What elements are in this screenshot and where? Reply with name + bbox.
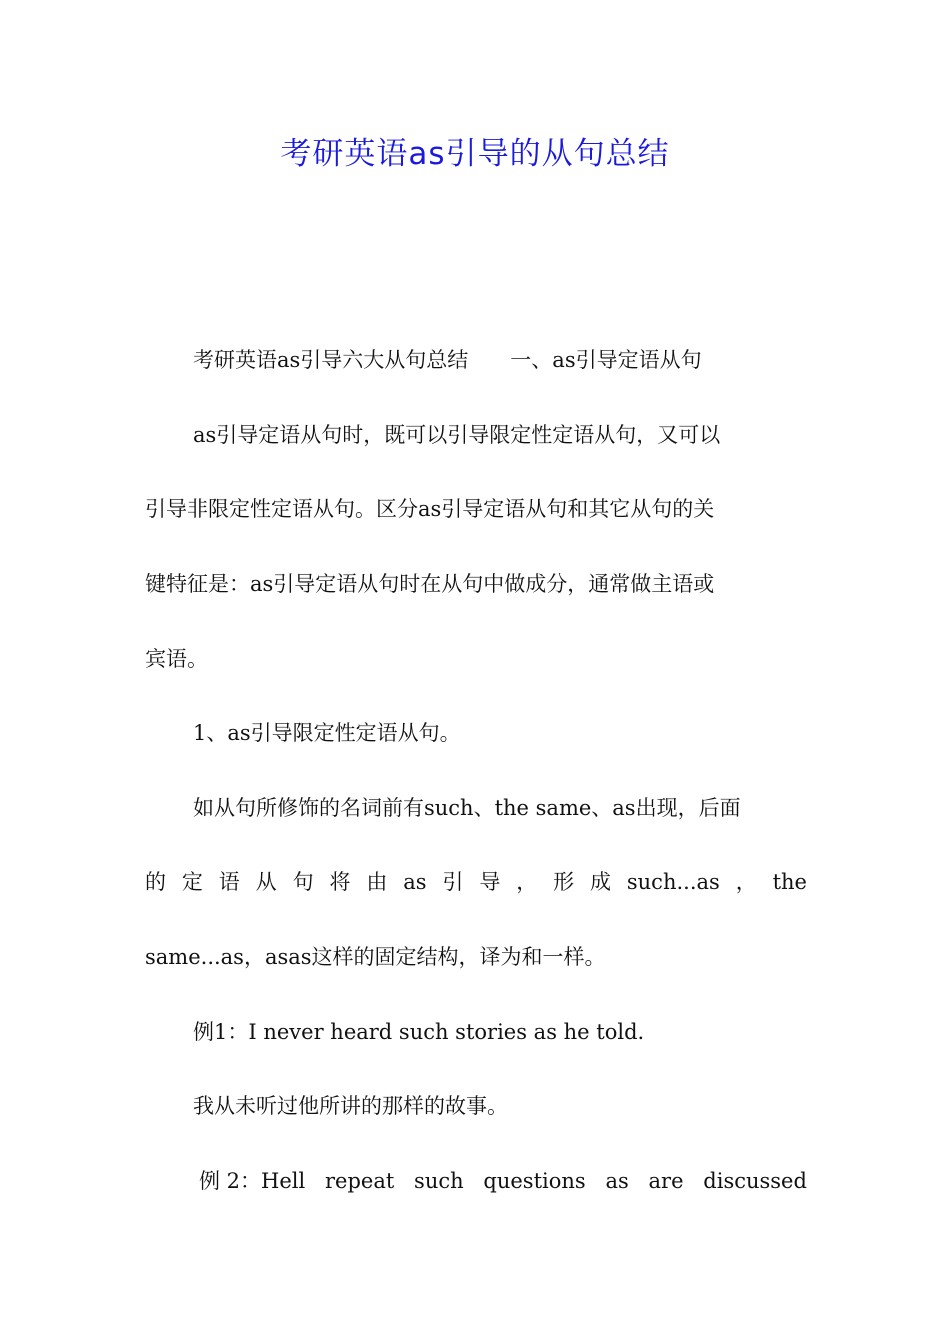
justified-word: 引 <box>442 870 464 894</box>
paragraph-intro: 考研英语as引导六大从句总结 一、as引导定语从句 <box>193 348 702 372</box>
page-title: 考研英语as引导的从句总结 <box>280 136 670 172</box>
paragraph-line: as引导定语从句时，既可以引导限定性定语从句，又可以 <box>193 423 721 447</box>
example-2-word: repeat <box>324 1169 395 1193</box>
justified-word: 由 <box>366 870 388 894</box>
justified-word: 成 <box>589 870 611 894</box>
example-2-word: such <box>414 1169 464 1193</box>
example-1: 例1：I never heard such stories as he told. <box>193 1020 645 1044</box>
example-2-word: discussed <box>703 1169 807 1193</box>
example-1-translation: 我从未听过他所讲的那样的故事。 <box>193 1094 508 1118</box>
justified-word: 导 <box>479 870 501 894</box>
paragraph-line: 键特征是：as引导定语从句时在从句中做成分，通常做主语或 <box>145 572 715 596</box>
paragraph-line: 宾语。 <box>145 647 208 671</box>
justified-word: 句 <box>292 870 314 894</box>
justified-word: such...as <box>626 870 720 894</box>
justified-word: as <box>403 870 427 894</box>
example-2 <box>199 1166 807 1196</box>
justified-word: 将 <box>329 870 351 894</box>
justified-word: ， <box>516 870 538 894</box>
justified-word: 语 <box>218 870 240 894</box>
paragraph-line: 引导非限定性定语从句。区分as引导定语从句和其它从句的关 <box>145 497 715 521</box>
justified-word: the <box>772 870 807 894</box>
justified-word: 定 <box>181 870 203 894</box>
justified-word: 形 <box>553 870 575 894</box>
justified-word: 的 <box>145 870 166 894</box>
example-2-word: are <box>648 1169 684 1193</box>
section-heading: 1、as引导限定性定语从句。 <box>193 721 461 745</box>
example-2-word: as <box>605 1169 629 1193</box>
justified-word: 从 <box>255 870 277 894</box>
paragraph-line-justified <box>145 867 807 897</box>
example-2-word: questions <box>483 1169 586 1193</box>
paragraph-line: 如从句所修饰的名词前有such、the same、as出现，后面 <box>193 796 741 820</box>
paragraph-line: same...as，asas这样的固定结构，译为和一样。 <box>145 945 606 969</box>
justified-word: ， <box>735 870 757 894</box>
example-2-word: 例 2：Hell <box>199 1169 306 1193</box>
